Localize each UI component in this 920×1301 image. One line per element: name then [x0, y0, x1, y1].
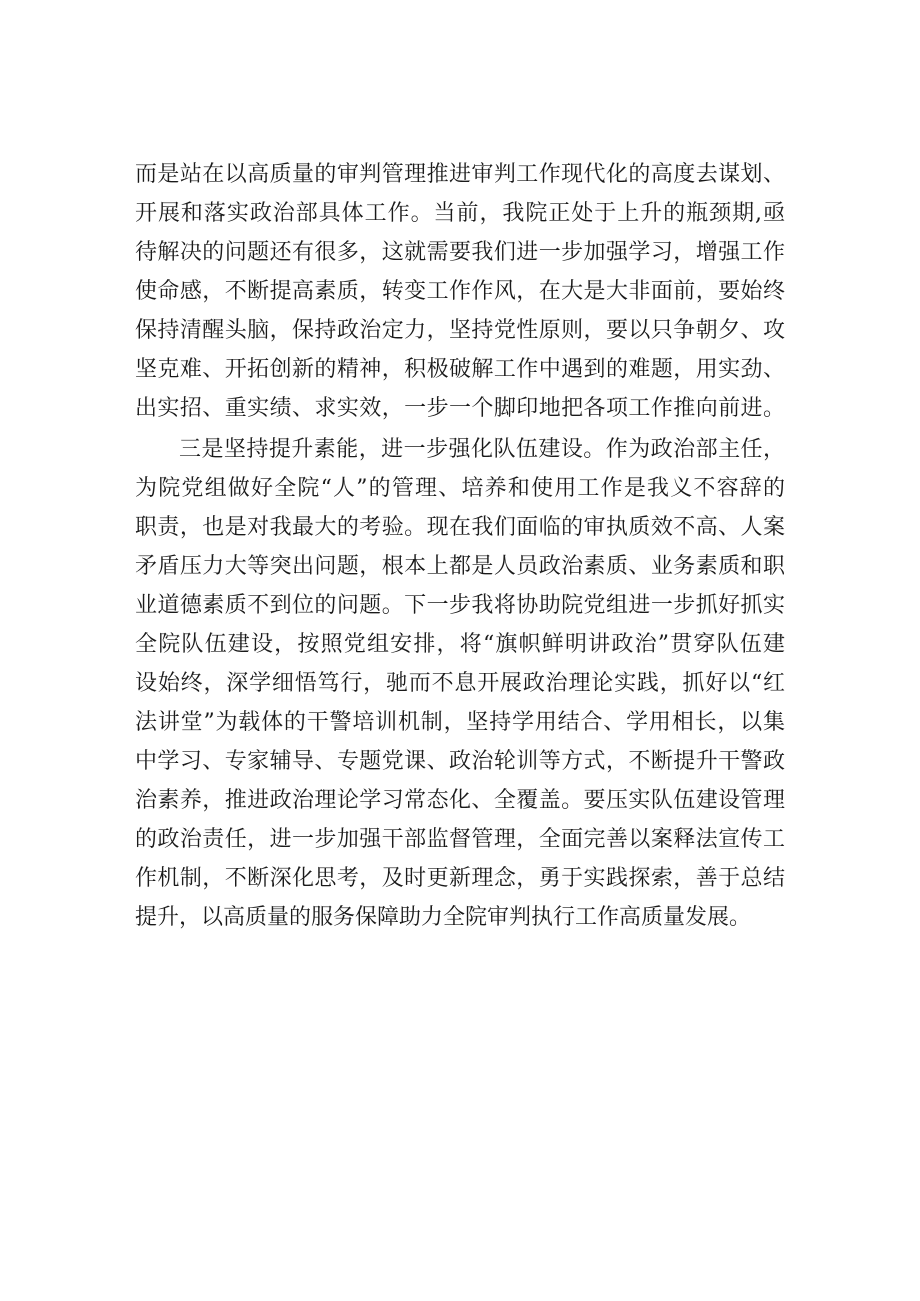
text-line: 坚克难、开拓创新的精神，积极破解工作中遇到的难题，用实劲、: [135, 357, 785, 382]
paragraph-2: [135, 430, 785, 937]
text-line: 为院党组做好全院“人”的管理、培养和使用工作是我义不容辞的: [135, 476, 785, 501]
paragraph-1: [135, 155, 785, 428]
text-line: 矛盾压力大等突出问题，根本上都是人员政治素质、业务素质和职: [135, 554, 785, 579]
text-line: 职责，也是对我最大的考验。现在我们面临的审执质效不高、人案: [135, 515, 785, 540]
text-line: 待解决的问题还有很多，这就需要我们进一步加强学习，增强工作: [135, 240, 785, 265]
text-line: 保持清醒头脑，保持政治定力，坚持党性原则，要以只争朝夕、攻: [135, 318, 785, 343]
text-line: 而是站在以高质量的审判管理推进审判工作现代化的高度去谋划、: [135, 162, 785, 187]
text-line: 全院队伍建设，按照党组安排，将“旗帜鲜明讲政治”贯穿队伍建: [135, 632, 785, 657]
text-line: 治素养，推进政治理论学习常态化、全覆盖。要压实队伍建设管理: [135, 788, 785, 813]
document-body: [135, 155, 785, 937]
text-line: 的政治责任，进一步加强干部监督管理，全面完善以案释法宣传工: [135, 827, 785, 852]
text-line: 设始终，深学细悟笃行，驰而不息开展政治理论实践，抓好以“红: [135, 671, 785, 696]
text-line: 法讲堂”为载体的干警培训机制，坚持学用结合、学用相长，以集: [135, 710, 785, 735]
text-line: 使命感，不断提高素质，转变工作作风，在大是大非面前，要始终: [135, 279, 785, 304]
text-line: 提升，以高质量的服务保障助力全院审判执行工作高质量发展。: [135, 905, 752, 930]
text-line: 业道德素质不到位的问题。下一步我将协助院党组进一步抓好抓实: [135, 593, 785, 618]
text-line: 出实招、重实绩、求实效，一步一个脚印地把各项工作推向前进。: [135, 396, 785, 421]
text-line: 中学习、专家辅导、专题党课、政治轮训等方式，不断提升干警政: [135, 749, 785, 774]
text-line: 三是坚持提升素能，进一步强化队伍建设。作为政治部主任，: [179, 437, 785, 462]
text-line: 作机制，不断深化思考，及时更新理念，勇于实践探索，善于总结: [135, 866, 785, 891]
text-line: 开展和落实政治部具体工作。当前，我院正处于上升的瓶颈期,亟: [135, 201, 785, 226]
